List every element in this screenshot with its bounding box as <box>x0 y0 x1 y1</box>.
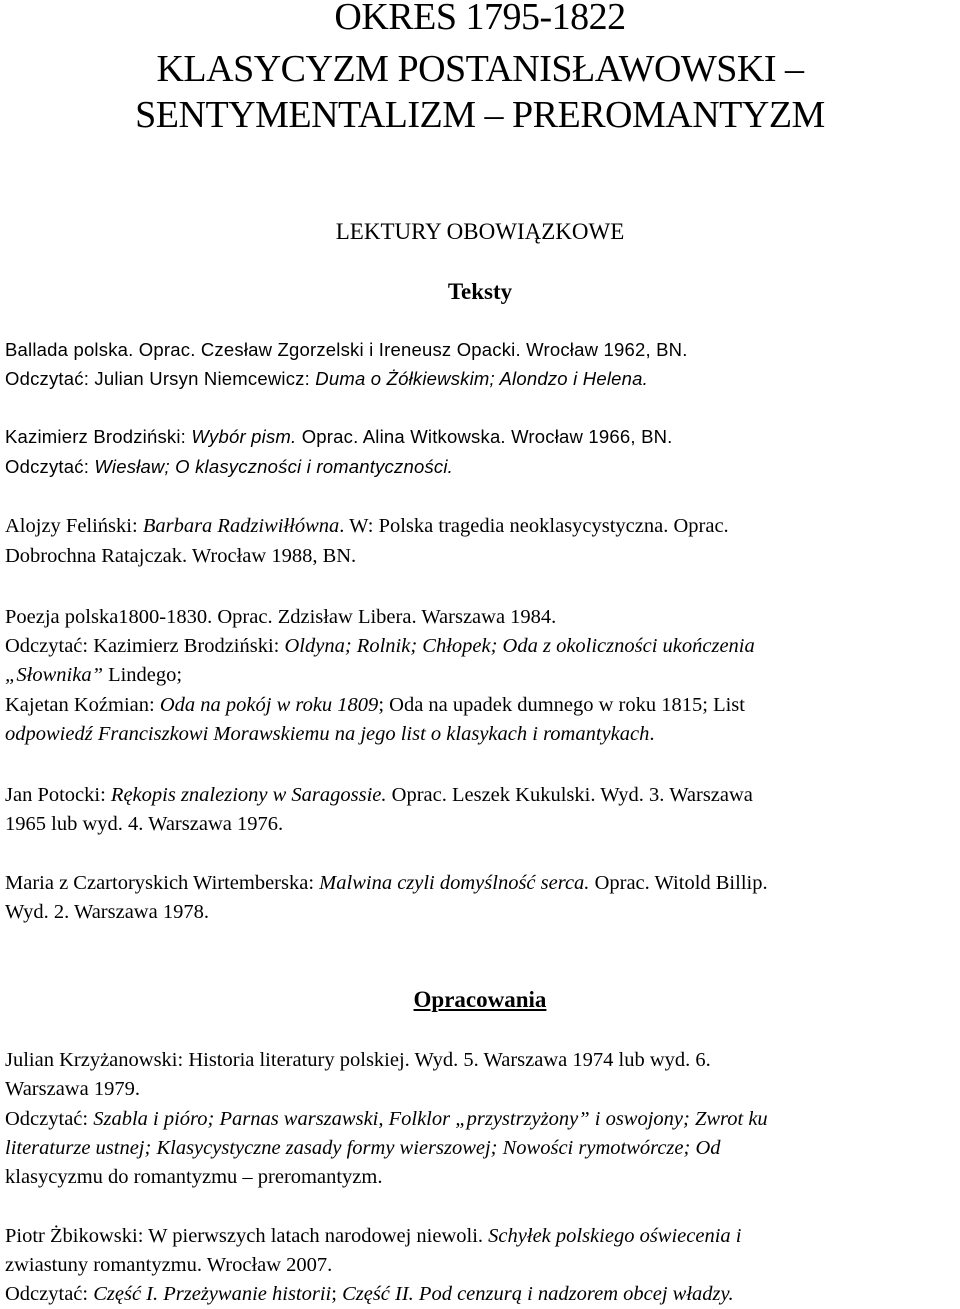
entry-krzyzanowski-line-4 <box>5 1134 721 1162</box>
entry-text: Odczytać: <box>5 456 95 477</box>
page-title-line-3: SENTYMENTALIZM – PREROMANTYZM <box>135 94 825 136</box>
entry-brodzinski-line-1 <box>5 423 673 451</box>
entry-text: Odczytać: <box>5 1108 94 1130</box>
entry-text: Oprac. Witold Billip. <box>589 872 768 894</box>
entry-text: Lindego; <box>102 664 183 686</box>
entry-zbikowski-line-1 <box>5 1222 742 1250</box>
section-heading-opracowania: Opracowania <box>413 987 547 1012</box>
entry-poezja-line-5 <box>5 720 654 748</box>
entry-potocki-line-2: 1965 lub wyd. 4. Warszawa 1976. <box>5 813 284 835</box>
entry-title-italic: „Słownika” <box>5 664 103 686</box>
entry-text: Odczytać: Julian Ursyn Niemcewicz: <box>5 368 316 389</box>
entry-krzyzanowski-line-3 <box>5 1105 768 1133</box>
entry-title-italic: Malwina czyli domyślność serca. <box>319 872 590 894</box>
page-title-line-2: KLASYCYZM POSTANISŁAWOWSKI – <box>156 48 804 90</box>
page-title-line-1: OKRES 1795-1822 <box>334 0 626 38</box>
entry-krzyzanowski-line-2: Warszawa 1979. <box>5 1078 140 1100</box>
entry-zbikowski-line-3 <box>5 1280 734 1308</box>
entry-text: Odczytać: Kazimierz Brodziński: <box>5 635 285 657</box>
entry-text: Oprac. Leszek Kukulski. Wyd. 3. Warszawa <box>386 784 753 806</box>
entry-poezja-line-1: Poezja polska1800-1830. Oprac. Zdzisław Libera. Warszawa 1984. <box>5 606 557 628</box>
entry-text: . W: Polska tragedia neoklasycystyczna. Oprac. <box>339 515 729 537</box>
entry-felinski-line-1 <box>5 512 729 540</box>
entry-ballada-line-1: Ballada polska. Oprac. Czesław Zgorzelski i Ireneusz Opacki. Wrocław 1962, BN. <box>5 339 688 360</box>
entry-text: ; <box>331 1283 343 1305</box>
entry-poezja-line-3 <box>5 661 182 689</box>
entry-text: Odczytać: <box>5 1283 94 1305</box>
section-heading-teksty: Teksty <box>447 279 513 304</box>
entry-text: Kajetan Koźmian: <box>5 694 160 716</box>
entry-text: Maria z Czartoryskich Wirtemberska: <box>5 872 320 894</box>
entry-text: Jan Potocki: <box>5 784 111 806</box>
entry-title-italic: Wybór pism. <box>191 426 297 447</box>
entry-wirtemberska-line-1 <box>5 869 768 897</box>
entry-poezja-line-2 <box>5 632 755 660</box>
entry-text: Kazimierz Brodziński: <box>5 426 192 447</box>
entry-text: Alojzy Feliński: <box>5 515 143 537</box>
entry-title-italic: literaturze ustnej; Klasycystyczne zasady formy wierszowej; Nowości rymotwórcze; Od <box>5 1137 721 1159</box>
entry-text: Piotr Żbikowski: W pierwszych latach narodowej niewoli. <box>5 1225 489 1247</box>
entry-wirtemberska-line-2: Wyd. 2. Warszawa 1978. <box>5 901 209 923</box>
entry-title-italic: odpowiedź Franciszkowi Morawskiemu na jego list o klasykach i romantykach <box>5 723 650 745</box>
entry-text: . <box>649 723 655 745</box>
entry-title-italic: Część II. Pod cenzurą i nadzorem obcej władzy. <box>342 1283 734 1305</box>
entry-title-italic: Schyłek polskiego oświecenia i <box>488 1225 742 1247</box>
entry-krzyzanowski-line-5: klasycyzmu do romantyzmu – preromantyzm. <box>5 1166 383 1188</box>
entry-text: Oprac. Alina Witkowska. Wrocław 1966, BN. <box>296 426 673 447</box>
entry-krzyzanowski-line-1: Julian Krzyżanowski: Historia literatury polskiej. Wyd. 5. Warszawa 1974 lub wyd. 6. <box>5 1049 711 1071</box>
entry-title-italic: Oda na pokój w roku 1809 <box>159 694 379 716</box>
entry-title-italic: Szabla i pióro; Parnas warszawski, Folklor „przystrzyżony” i oswojony; Zwrot ku <box>93 1108 768 1130</box>
entry-poezja-line-4 <box>5 691 745 719</box>
entry-felinski-line-2: Dobrochna Ratajczak. Wrocław 1988, BN. <box>5 545 357 567</box>
entry-title-italic: Barbara Radziwiłłówna <box>142 515 340 537</box>
entry-text: ; Oda na upadek dumnego w roku 1815; List <box>378 694 745 716</box>
entry-title-italic: Duma o Żółkiewskim; Alondzo i Helena. <box>315 368 648 389</box>
entry-potocki-line-1 <box>5 781 753 809</box>
entry-title-italic: Rękopis znaleziony w Saragossie. <box>110 784 387 806</box>
entry-title-italic: Część I. Przeżywanie historii <box>93 1283 332 1305</box>
entry-ballada-line-2 <box>5 365 648 393</box>
section-heading-lektury: LEKTURY OBOWIĄZKOWE <box>335 219 625 244</box>
entry-title-italic: Wiesław; O klasyczności i romantyczności. <box>94 456 453 477</box>
entry-brodzinski-line-2 <box>5 453 453 481</box>
entry-title-italic: Oldyna; Rolnik; Chłopek; Oda z okoliczności ukończenia <box>284 635 755 657</box>
entry-zbikowski-line-2: zwiastuny romantyzmu. Wrocław 2007. <box>5 1254 333 1276</box>
